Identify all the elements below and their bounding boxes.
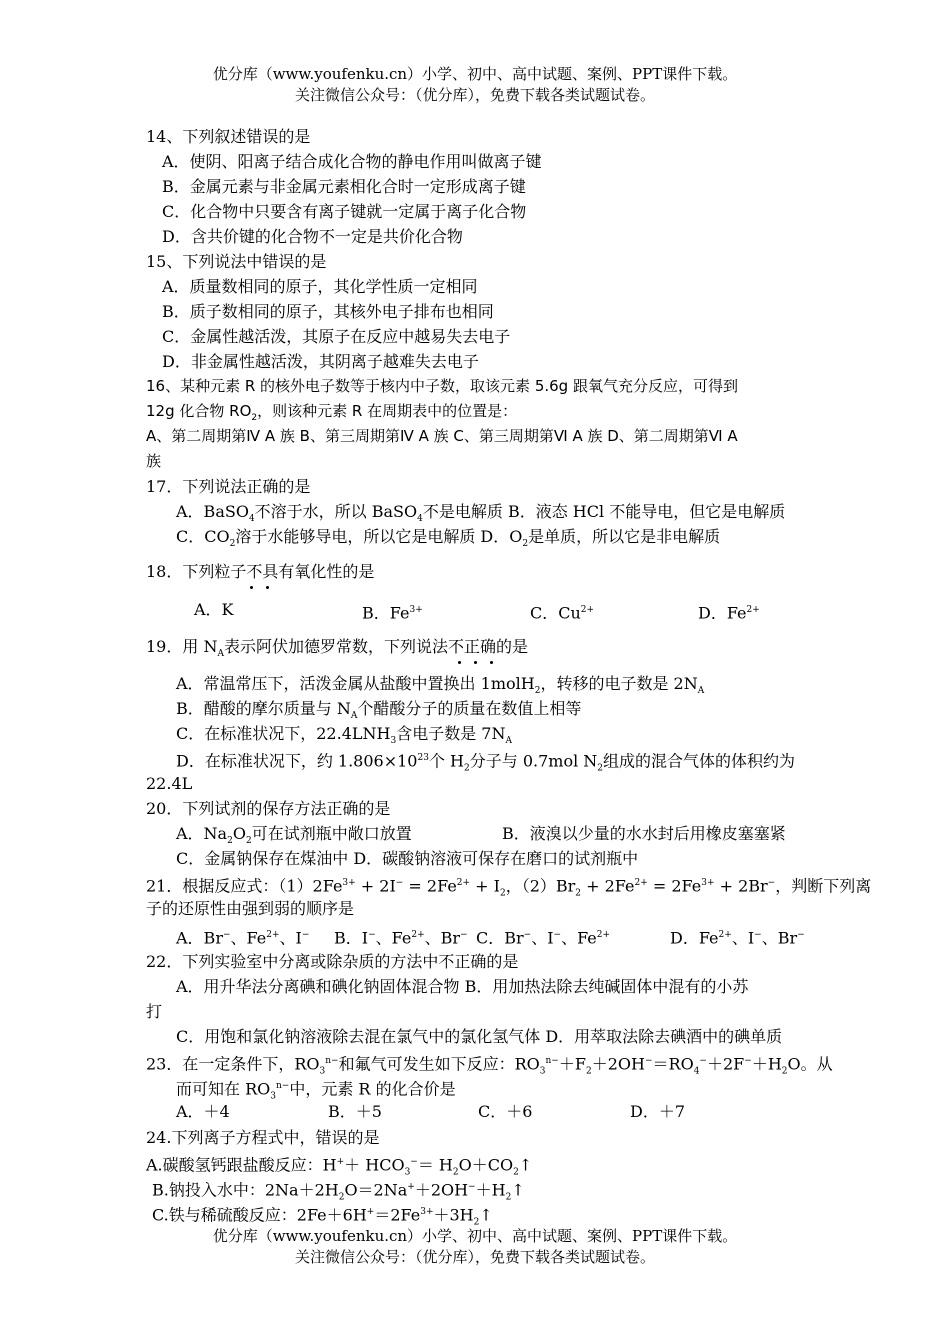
question-21 (146, 871, 872, 949)
exam-content (146, 124, 872, 1228)
question-19-option-c: C．在标准状况下，$22.4LNH_3$含电子数是 $7N_A$ (176, 724, 512, 747)
question-22-stem: 22．下列实验室中分离或除杂质的方法中不正确的是 (146, 952, 519, 971)
question-15-option-b: B．质子数相同的原子，其核外电子排布也相同 (162, 302, 494, 321)
question-22-options-ab-wrap: 打 (146, 1002, 163, 1021)
question-20-options-ab (146, 821, 810, 846)
page-header (0, 64, 950, 106)
question-19-option-a: A．常温常压下，活泼金属从盐酸中置换出 1molH$_2$，转移的电子数是 $2N_A$ (176, 674, 705, 697)
question-16-stem-1: 16、某种元素 R 的核外电子数等于核内中子数，取该元素 5.6g 跟氧气充分反应，可得到 (146, 377, 738, 395)
question-18-options (146, 596, 810, 624)
question-16-options: A、第二周期第Ⅳ A 族 B、第三周期第Ⅳ A 族 C、第三周期第Ⅵ A 族 D、第二周期第Ⅵ A (146, 427, 738, 445)
question-23 (146, 1049, 833, 1125)
question-14-stem: 14、下列叙述错误的是 (146, 127, 311, 146)
question-18-option-b: B．$Fe^{3+}$ (362, 603, 423, 623)
question-15-option-c: C．金属性越活泼，其原子在反应中越易失去电子 (162, 327, 511, 346)
question-24-option-a: A.碳酸氢钙跟盐酸反应：$H^++ HCO_3^-=$ $H_2O+CO_2↑$ (146, 1155, 533, 1178)
question-23-stem-2: 而可知在 $RO_3^{n-}$中，元素 R 的化合价是 (176, 1079, 456, 1102)
question-15 (146, 249, 810, 374)
question-15-option-a: A．质量数相同的原子，其化学性质一定相同 (162, 277, 478, 296)
question-17 (146, 474, 810, 549)
header-line-1: 优分库（www.youfenku.cn）小学、初中、高中试题、案例、PPT课件下载。 (212, 65, 738, 83)
question-19-option-d: D．在标准状况下，约 $1.806\times 10^{23}$个 $H_2$分子与 0.7mol $N_2$组成的混合气体的体积约为 (176, 751, 796, 774)
question-14-option-c: C．化合物中只要含有离子键就一定属于离子化合物 (162, 202, 527, 221)
question-21-option-c: C．Br−、I−、$Fe^{2+}$ (476, 928, 611, 948)
footer-line-2: 关注微信公众号：（优分库），免费下载各类试题试卷。 (294, 1248, 655, 1266)
question-14 (146, 124, 810, 249)
question-21-options (146, 921, 810, 949)
header-line-2: 关注微信公众号：（优分库），免费下载各类试题试卷。 (294, 86, 655, 104)
question-16-stem-2: 12g 化合物 $RO_2$，则该种元素 R 在周期表中的位置是： (146, 402, 518, 423)
question-20-option-a: A．$Na_2O_2$可在试剂瓶中敞口放置 (176, 824, 412, 847)
question-20-stem: 20．下列试剂的保存方法正确的是 (146, 799, 391, 818)
question-14-option-b: B．金属元素与非金属元素相化合时一定形成离子键 (162, 177, 526, 196)
question-24 (146, 1125, 810, 1228)
question-14-option-d: D．含共价键的化合物不一定是共价化合物 (162, 227, 463, 246)
question-18-stem: 18．下列粒子不具有氧化性的是 (146, 562, 375, 581)
question-21-option-d: D．$Fe^{2+}$、I−、Br− (670, 928, 805, 948)
question-17-stem: 17．下列说法正确的是 (146, 477, 311, 496)
question-19-option-d-wrap: 22.4L (146, 774, 193, 793)
question-15-option-d: D．非金属性越活泼，其阴离子越难失去电子 (162, 352, 479, 371)
question-21-option-a: A．Br−、$Fe^{2+}$、I− (176, 928, 310, 948)
question-18-option-c: C．$Cu^{2+}$ (530, 603, 595, 623)
question-21-stem-1: 21．根据反应式：$(1)2Fe^{3+} + 2I^- = 2Fe^{2+} + I_2$，$(2)Br_2 + 2Fe^{2+} = 2Fe^{3+} + 2Br^-$，判断下列离 (146, 876, 872, 899)
question-17-options-cd: C．$CO_2$溶于水能够导电，所以它是电解质 D．$O_2$是单质，所以它是非电解质 (176, 527, 721, 550)
question-15-stem: 15、下列说法中错误的是 (146, 252, 327, 271)
question-21-option-b: B．I−、$Fe^{2+}$、Br− (334, 928, 468, 948)
emphasis-dots (146, 584, 810, 596)
question-19-option-b: B．醋酸的摩尔质量与 $N_A$个醋酸分子的质量在数值上相等 (176, 699, 582, 722)
footer-line-1: 优分库（www.youfenku.cn）小学、初中、高中试题、案例、PPT课件下载。 (212, 1227, 738, 1245)
question-24-option-c: C.铁与稀硫酸反应：$2Fe+6H^+=2Fe^{3+}+3H_2↑$ (152, 1205, 493, 1228)
question-23-option-d: D．＋7 (630, 1102, 686, 1121)
emphasis-dots (146, 659, 810, 671)
question-17-options-ab: A．BaSO$_4$不溶于水，所以 BaSO$_4$不是电解质 B．液态 HCl 不能导电，但它是电解质 (176, 502, 786, 525)
question-23-option-a: A．＋4 (176, 1102, 230, 1121)
question-21-stem-2: 子的还原性由强到弱的顺序是 (146, 899, 355, 918)
question-24-stem: 24.下列离子方程式中，错误的是 (146, 1128, 380, 1147)
question-22 (146, 949, 810, 1049)
question-19 (146, 634, 810, 796)
question-22-options-ab: A．用升华法分离碘和碘化钠固体混合物 B．用加热法除去纯碱固体中混有的小苏 (176, 977, 749, 996)
question-23-option-b: B．＋5 (328, 1102, 382, 1121)
question-24-option-b: B.钠投入水中：$2Na+2H_2O=2Na^++2OH^-+H_2↑$ (152, 1180, 525, 1203)
question-20 (146, 796, 810, 871)
question-16-options-wrap: 族 (146, 452, 162, 470)
question-23-stem-1: 23．在一定条件下，$RO_3^{n-}$和氟气可发生如下反应：$RO_3^{n-}+F_2+2OH^-=RO_4^-+2F^-+H_2O$。从 (146, 1054, 833, 1077)
question-22-options-cd: C．用饱和氯化钠溶液除去混在氯气中的氯化氢气体 D．用萃取法除去碘酒中的碘单质 (176, 1027, 783, 1046)
question-14-option-a: A．使阴、阳离子结合成化合物的静电作用叫做离子键 (162, 152, 542, 171)
question-16 (146, 374, 810, 474)
question-23-option-c: C．＋6 (478, 1102, 533, 1121)
page-footer (0, 1226, 950, 1268)
question-20-options-cd: C．金属钠保存在煤油中 D．碳酸钠溶液可保存在磨口的试剂瓶中 (176, 849, 639, 868)
question-23-options (146, 1099, 810, 1125)
question-20-option-b: B．液溴以少量的水水封后用橡皮塞塞紧 (502, 824, 786, 843)
question-18-option-a: A．K (194, 600, 234, 619)
question-18-option-d: D．$Fe^{2+}$ (698, 603, 760, 623)
question-19-stem: 19．用 $N_A$表示阿伏加德罗常数，下列说法不正确的是 (146, 637, 528, 660)
question-18 (146, 559, 810, 624)
